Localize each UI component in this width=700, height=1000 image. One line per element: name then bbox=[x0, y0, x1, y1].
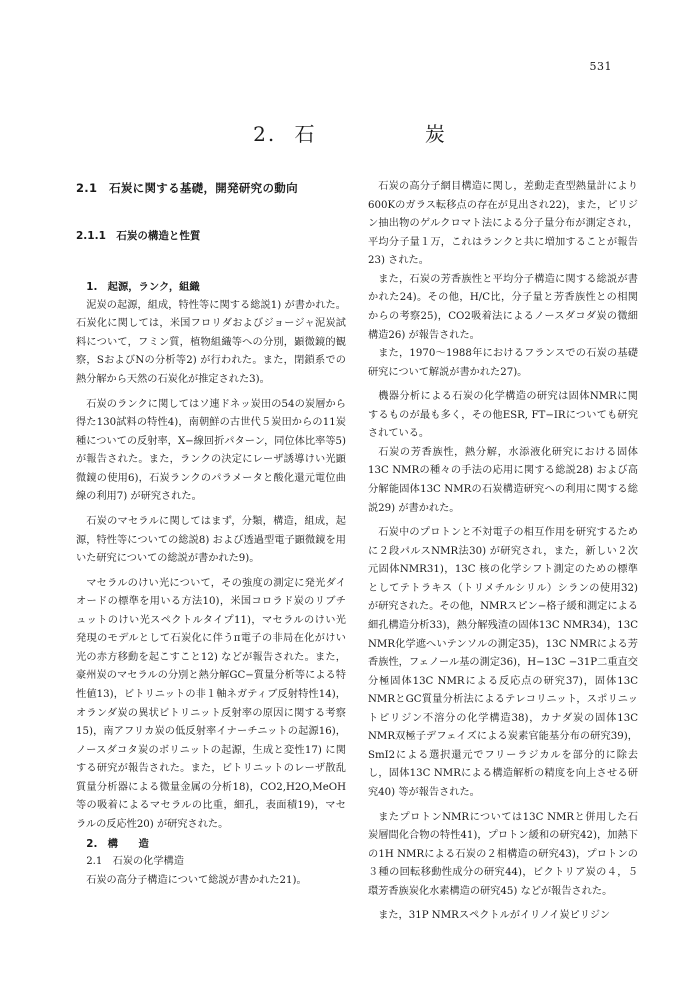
right-column bbox=[368, 178, 638, 926]
paragraph: 石炭の芳香族性，熱分解，水添液化研究における固体13C NMRの種々の手法の応用に関する総説28) および高分解能固体13C NMRの石炭構造研究への利用に関する総説29) が書かれた。 bbox=[368, 446, 638, 514]
paragraph: 石炭の高分子網目構造に関し，差動走査型熱量計により600Kのガラス転移点の存在が見出され22)，また，ピリジン抽出物のゲルクロマト法による分子量分布が測定され，平均分子量１万，これはランクと共に増加することが報告23) された。 bbox=[368, 181, 638, 267]
item-heading-structure: 2. 構 造 bbox=[86, 837, 149, 850]
paragraph: 機器分析による石炭の化学構造の研究は固体NMRに関するものが最も多く，その他ESR, FT−IRについても研究されている。 bbox=[368, 391, 638, 440]
chapter-number: 2. bbox=[253, 122, 277, 146]
paragraph: マセラルのけい光について，その強度の測定に発光ダイオードの標準を用いる方法10)，米国コロラド炭のリブチュットのけい光スペクトルタイプ11)，マセラルのけい光発現のモデルとして石炭化に伴うπ電子の非局在化がけい光の赤方移動を起こすこと12) などが報告された。また，豪州炭のマセラルの分別と熱分解GC−質量分析等による特性値13)，ビトリニットの非１軸ネガティブ反射特性14)，オランダ炭の異状ビトリニット反射率の原因に関する考察15)，南アフリカ炭の低反射率イナーチニットの起源16)，ノースダコタ炭のボリニットの起源，生成と変性17) に関する研究が報告された。また，ビトリニットのレーザ散乱質量分析器による微量金属の分析18)，CO2,H2O,MeOH等の吸着によるマセラルの比重，細孔，表面積19)，マセラルの反応性20) が研究された。 bbox=[76, 577, 346, 830]
left-column bbox=[76, 178, 346, 890]
paragraph: また，石炭の芳香族性と平均分子構造に関する総説が書かれた24)。その他，H/C比，分子量と芳香族性との相関からの考察25)，CO2吸着法によるノースダコダ炭の微細構造26) が報告された。 bbox=[368, 273, 638, 341]
chapter-title bbox=[0, 118, 700, 147]
paragraph: また，31P NMRスペクトルがイリノイ炭ピリジン bbox=[378, 910, 611, 922]
paragraph: 泥炭の起源，組成，特性等に関する総説1) が書かれた。石炭化に関しては，米国フロリダおよびジョージャ泥炭試料について，フミン質，植物組織等への分別，顕微鏡的観察，SおよびNの分析等2) が行われた。また，閉鎖系での熱分解から天然の石炭化が推定された3)。 bbox=[76, 299, 346, 386]
paragraph: またプロトンNMRについては13C NMRと併用した石炭層間化合物の特性41)，プロトン緩和の研究42)，加熱下の1H NMRによる石炭の２相構造の研究43)，プロトンの３種の回転移動性成分の研究44)，ビクトリア炭の４，５環芳香族炭化水素構造の研究45) などが報告された。 bbox=[368, 811, 638, 897]
section-heading: 2.1 石炭に関する基礎，開発研究の動向 bbox=[76, 181, 298, 195]
page-number: 531 bbox=[589, 60, 612, 73]
item-heading-origin-rank: 1. 起源，ランク，組織 bbox=[86, 281, 200, 294]
chapter-title-char-1: 石 bbox=[294, 122, 317, 146]
subsection-heading: 2.1.1 石炭の構造と性質 bbox=[76, 229, 201, 242]
paragraph: また，1970〜1988年におけるフランスでの石炭の基礎研究について解説が書かれた27)。 bbox=[368, 348, 638, 378]
paragraph: 石炭中のプロトンと不対電子の相互作用を研究するために２段パルスNMR法30) が研究され，また，新しい２次元固体NMR31)，13C 核の化学シフト測定のための標準としてテトラキス（トリメチルシリル）シランの使用32) が研究された。その他，NMRスピン−格子緩和測定による細孔構造分析33)，熱分解残渣の固体13C NMR34)，13C NMR化学遮へいテンソルの測定35)，13C NMRによる芳香族性，フェノール基の測定36)，H−13C −31P二重直交分極固体13C NMRによる反応点の研究37)，固体13C NMRとGC質量分析法によるテレコリニット，スポリニットピリジン不溶分の化学構造38)，カナダ炭の固体13C NMR双極子デフェイズによる炭素官能基分布の研究39)，SmI2による選択還元でフリーラジカルを部分的に除去し，固体13C NMRによる構造解析の精度を向上させる研究40) 等が報告された。 bbox=[368, 527, 638, 798]
paragraph: 石炭のランクに関してはソ連ドネッ炭田の54の炭層から得た130試料の特性4)，南朝鮮の古世代５炭田からの11炭種についての反射率，X−線回折パターン，同位体比率等5) が報告された。また，ランクの決定にレーザ誘導けい光顕微鏡の使用6)，石炭ランクのパラメータと酸化還元電位曲線の利用7) が研究された。 bbox=[76, 398, 346, 503]
paragraph: 石炭の高分子構造について総説が書かれた21)。 bbox=[86, 874, 307, 886]
paragraph: 石炭のマセラルに関してはまず，分類，構造，組成，起源，特性等についての総説8) および透過型電子顕微鏡を用いた研究についての総説が書かれた9)。 bbox=[76, 515, 346, 565]
minor-heading: 2.1 石炭の化学構造 bbox=[86, 856, 184, 868]
chapter-title-char-2: 炭 bbox=[424, 122, 447, 146]
